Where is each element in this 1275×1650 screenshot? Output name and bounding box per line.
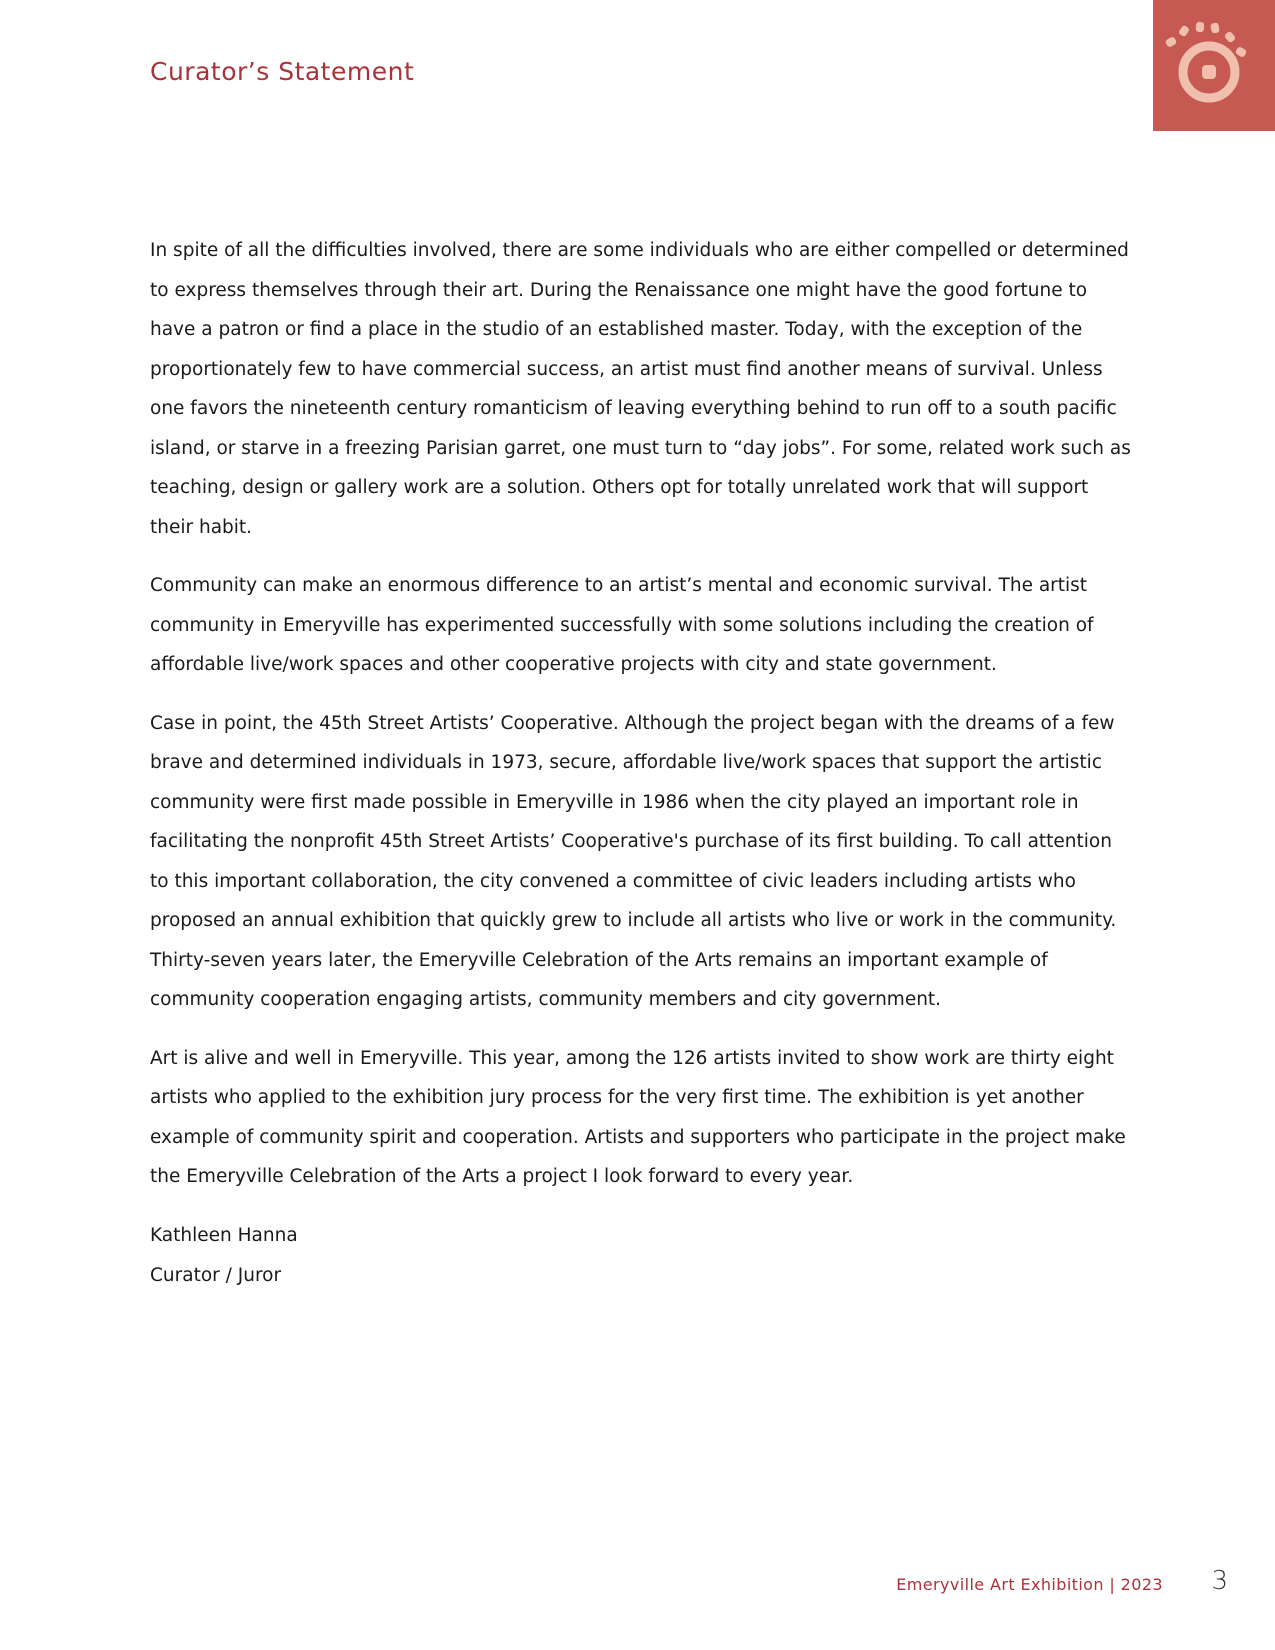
paragraph: Community can make an enormous difference to an artist’s mental and economic survival. The artist community in Emeryville has experimented successfully with some solutions including the creation of affordable live/work spaces and other cooperative projects with city and state government. — [150, 575, 1094, 675]
paragraph: Case in point, the 45th Street Artists’ Cooperative. Although the project began with the dreams of a few brave and determined individuals in 1973, secure, affordable live/work spaces that support the artistic community were first made possible in Emeryville in 1986 when the city played an important role in facilitating the nonprofit 45th Street Artists’ Cooperative's purchase of its first building. To call attention to this important collaboration, the city convened a committee of civic leaders including artists who proposed an annual exhibition that quickly grew to include all artists who live or work in the community. Thirty-seven years later, the Emeryville Celebration of the Arts remains an important example of community cooperation engaging artists, community members and city government. — [150, 712, 1117, 1010]
signature-name: Kathleen Hanna — [150, 1225, 298, 1246]
page-number: 3 — [1211, 1566, 1228, 1596]
footer-title: Emeryville Art Exhibition | 2023 — [896, 1575, 1163, 1594]
signature — [150, 1216, 298, 1295]
paragraph: In spite of all the difficulties involved, there are some individuals who are either compelled or determined to express themselves through their art. During the Renaissance one might have the good fortune to have a patron or find a place in the studio of an established master. Today, with the exception of the proportionately few to have commercial success, an artist must find another means of survival. Unless one favors the nineteenth century romanticism of leaving everything behind to run off to a south pacific island, or starve in a freezing Parisian garret, one must turn to “day jobs”. For some, related work such as teaching, design or gallery work are a solution. Others opt for totally unrelated work that will support their habit. — [150, 240, 1131, 538]
sun-icon — [1153, 0, 1275, 131]
logo — [1153, 0, 1275, 131]
signature-role: Curator / Juror — [150, 1264, 282, 1286]
paragraph: Art is alive and well in Emeryville. This year, among the 126 artists invited to show work are thirty eight artists who applied to the exhibition jury process for the very first time. The exhibition is yet another example of community spirit and cooperation. Artists and supporters who participate in the project make the Emeryville Celebration of the Arts a project I look forward to every year. — [150, 1047, 1126, 1187]
page-title: Curator’s Statement — [150, 57, 415, 86]
statement-body — [150, 231, 1135, 1216]
